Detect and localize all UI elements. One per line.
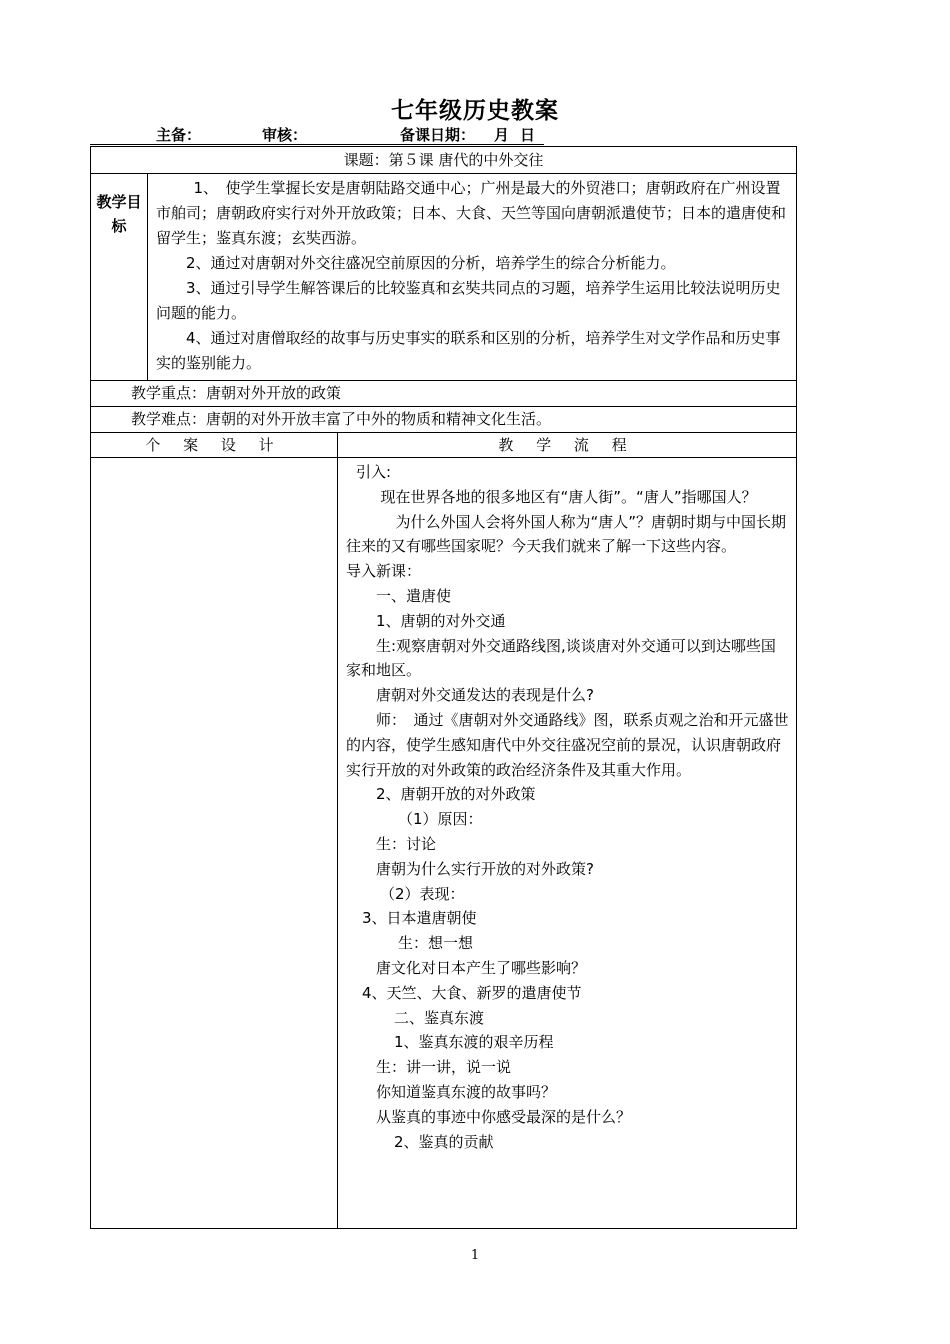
lesson-plan-table <box>90 146 797 1229</box>
month-label: 月 <box>494 126 510 144</box>
objective-item: 3、通过引导学生解答课后的比较鉴真和玄奘共同点的习题，培养学生运用比较法说明历史问题的能力。 <box>156 279 781 322</box>
day-label: 日 <box>520 126 536 144</box>
objectives-label: 教学目标 <box>91 174 148 381</box>
flow-line: 2、鉴真的贡献 <box>394 1132 494 1151</box>
difficulty-row <box>91 407 797 433</box>
preparer-label: 主备： <box>156 126 202 144</box>
column-header-row <box>91 433 797 458</box>
flow-line: 师： 通过《唐朝对外交通路线》图，联系贞观之治和开元盛世的内容，使学生感知唐代中外交往盛况空前的景况，认识唐朝政府实行开放的对外政策的政治经济条件及其重大作用。 <box>346 710 789 779</box>
flow-line: 唐朝对外交通发达的表现是什么? <box>376 686 594 705</box>
objective-item: 4、通过对唐僧取经的故事与历史事实的联系和区别的分析，培养学生对文学作品和历史事实的鉴别能力。 <box>156 329 781 372</box>
reviewer-label: 审核： <box>262 126 308 144</box>
flow-line: 从鉴真的事迹中你感受最深的是什么？ <box>376 1107 632 1126</box>
flow-line: 1、鉴真东渡的艰辛历程 <box>394 1033 554 1052</box>
flow-line: 引入: <box>356 463 392 481</box>
flow-line: 你知道鉴真东渡的故事吗？ <box>376 1082 557 1101</box>
flow-line: 一、遣唐使 <box>376 586 452 605</box>
objectives-content <box>148 174 797 381</box>
flow-line: 二、鉴真东渡 <box>394 1008 485 1027</box>
topic-row <box>91 147 797 174</box>
content-row <box>91 458 797 1229</box>
flow-line: 2、唐朝开放的对外政策 <box>376 785 536 804</box>
flow-line: （1）原因： <box>398 810 483 829</box>
flow-line: 生:观察唐朝对外交通路线图,谈谈唐对外交通可以到达哪些国家和地区。 <box>346 636 776 680</box>
flow-line: 生：讨论 <box>376 834 437 853</box>
flow-line: 唐朝为什么实行开放的对外政策? <box>376 859 594 878</box>
flow-line: 为什么外国人会将外国人称为“唐人”？唐朝时期与中国长期往来的又有哪些国家呢？今天我们就来了解一下这些内容。 <box>346 512 787 556</box>
date-label: 备课日期： <box>400 126 476 144</box>
lesson-topic: 课题：第５课 唐代的中外交往 <box>91 147 797 174</box>
objective-item: 2、通过对唐朝对外交往盛况空前原因的分析，培养学生的综合分析能力。 <box>186 254 676 272</box>
teaching-difficulty: 教学难点：唐朝的对外开放丰富了中外的物质和精神文化生活。 <box>91 407 797 433</box>
flow-line: 现在世界各地的很多地区有“唐人街”。“唐人”指哪国人？ <box>380 487 757 506</box>
document-title: 七年级历史教案 <box>391 98 559 124</box>
teaching-key-point: 教学重点：唐朝对外开放的政策 <box>91 381 797 407</box>
objectives-row <box>91 174 797 381</box>
flow-line: 生：讲一讲，说一说 <box>376 1058 512 1077</box>
teaching-flow-cell <box>338 458 797 1229</box>
flow-line: （2）表现： <box>380 884 465 903</box>
key-point-row <box>91 381 797 407</box>
flow-line: 导入新课： <box>346 562 422 581</box>
flow-line: 3、日本遣唐朝使 <box>362 909 477 928</box>
flow-line: 4、天竺、大食、新罗的遣唐使节 <box>362 983 582 1002</box>
page-number: 1 <box>470 1248 480 1263</box>
teaching-flow-header: 教 学 流 程 <box>338 433 797 458</box>
case-design-header: 个 案 设 计 <box>91 433 338 458</box>
flow-line: 1、唐朝的对外交通 <box>376 611 506 630</box>
objective-item: 1、 使学生掌握长安是唐朝陆路交通中心；广州是最大的外贸港口；唐朝政府在广州设置市舶司；唐朝政府实行对外开放政策；日本、大食、天竺等国向唐朝派遣使节；日本的遣唐使和留学生；鉴真东渡；玄奘西游。 <box>156 179 787 247</box>
flow-line: 生：想一想 <box>398 934 474 953</box>
case-design-cell <box>91 458 338 1229</box>
preparation-info-row <box>90 124 544 145</box>
flow-line: 唐文化对日本产生了哪些影响？ <box>376 958 587 977</box>
